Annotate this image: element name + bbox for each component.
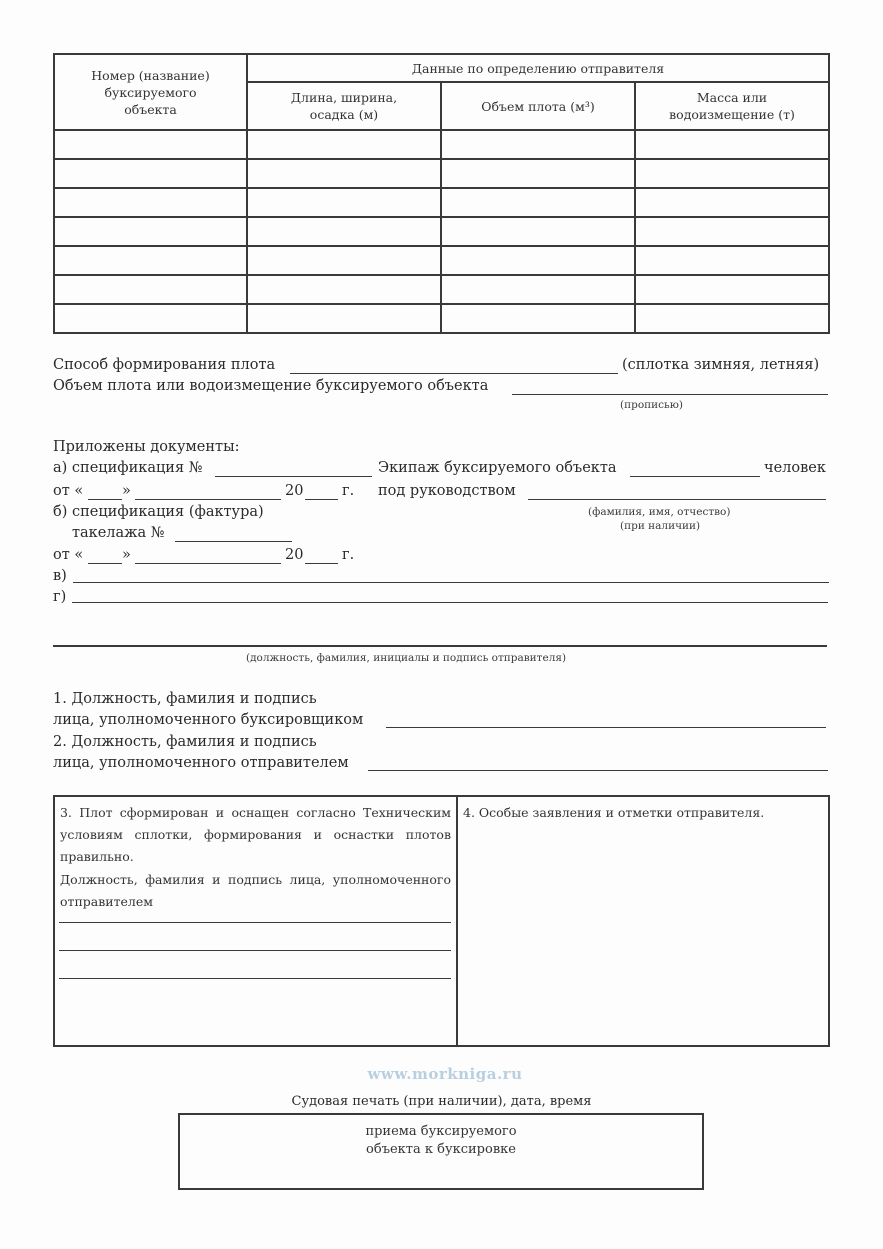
- signature1-field[interactable]: [386, 727, 826, 728]
- doc-a-year-field[interactable]: [305, 499, 338, 500]
- sender-signature-field[interactable]: [53, 645, 827, 647]
- table-cell[interactable]: [54, 130, 247, 159]
- doc-b-day-field[interactable]: [88, 563, 122, 564]
- table-row: [54, 246, 829, 275]
- signature2-line1: 2. Должность, фамилия и подпись: [53, 734, 317, 750]
- watermark: www.morkniga.ru: [367, 1065, 523, 1083]
- doc-g-label: г): [53, 589, 67, 605]
- raft-method-label: Способ формирования плота: [53, 357, 276, 373]
- raft-volume-field[interactable]: [512, 394, 828, 395]
- raft-method-hint: (сплотка зимняя, летняя): [622, 357, 820, 373]
- table-cell[interactable]: [441, 304, 635, 333]
- raft-sign-text: Должность, фамилия и подпись лица, уполномоченного отправителем: [60, 872, 451, 909]
- header-raft-volume: Объем плота (м³): [441, 82, 635, 130]
- table-cell[interactable]: [441, 275, 635, 304]
- doc-b-month-field[interactable]: [135, 563, 281, 564]
- crew-lead-field[interactable]: [528, 499, 826, 500]
- raft-method-field[interactable]: [290, 373, 618, 374]
- table-cell[interactable]: [441, 188, 635, 217]
- header-dimensions: Длина, ширина, осадка (м): [247, 82, 441, 130]
- table-cell[interactable]: [54, 217, 247, 246]
- doc-b-label2: такелажа №: [72, 525, 165, 541]
- doc-b-from-close: »: [122, 547, 131, 563]
- crew-count-field[interactable]: [630, 476, 760, 477]
- table-cell[interactable]: [247, 246, 441, 275]
- table-cell[interactable]: [54, 246, 247, 275]
- table-cell[interactable]: [635, 304, 829, 333]
- stamp-line1: приема буксируемого: [365, 1124, 517, 1139]
- doc-a-label: а) спецификация №: [53, 460, 203, 476]
- table-row: [54, 188, 829, 217]
- table-cell[interactable]: [635, 246, 829, 275]
- table-cell[interactable]: [54, 275, 247, 304]
- raft-sign-field-2[interactable]: [59, 950, 451, 951]
- doc-b-year-prefix: 20: [285, 547, 304, 563]
- table-cell[interactable]: [247, 217, 441, 246]
- signature1-line1: 1. Должность, фамилия и подпись: [53, 691, 317, 707]
- table-cell[interactable]: [54, 159, 247, 188]
- table-row: [54, 304, 829, 333]
- table-cell[interactable]: [635, 188, 829, 217]
- raft-sign-field-1[interactable]: [59, 922, 451, 923]
- crew-lead-label: под руководством: [378, 483, 516, 499]
- table-cell[interactable]: [247, 304, 441, 333]
- doc-a-day-field[interactable]: [88, 499, 122, 500]
- crew-lead-hint2: (при наличии): [620, 520, 701, 532]
- header-sender-data: Данные по определению отправителя: [247, 54, 829, 82]
- special-statements-box[interactable]: [456, 795, 830, 1047]
- sender-signature-hint: (должность, фамилия, инициалы и подпись отправителя): [246, 652, 567, 664]
- doc-a-from-close: »: [122, 483, 131, 499]
- table-cell[interactable]: [441, 159, 635, 188]
- signature2-line2: лица, уполномоченного отправителем: [53, 755, 349, 771]
- doc-b-number-field[interactable]: [175, 541, 292, 542]
- doc-v-label: в): [53, 568, 67, 584]
- table-cell[interactable]: [441, 217, 635, 246]
- table-cell[interactable]: [247, 275, 441, 304]
- doc-b-label: б) спецификация (фактура): [53, 504, 264, 520]
- doc-a-year-prefix: 20: [285, 483, 304, 499]
- doc-a-month-field[interactable]: [135, 499, 281, 500]
- towed-objects-table: [53, 53, 830, 334]
- table-row: [54, 130, 829, 159]
- signature2-field[interactable]: [368, 770, 828, 771]
- table-cell[interactable]: [635, 217, 829, 246]
- crew-label: Экипаж буксируемого объекта: [378, 460, 617, 476]
- table-cell[interactable]: [441, 246, 635, 275]
- table-row: [54, 217, 829, 246]
- doc-a-from-label: от «: [53, 483, 84, 499]
- raft-formation-box: [53, 795, 458, 1047]
- doc-g-field[interactable]: [72, 602, 828, 603]
- table-cell[interactable]: [54, 188, 247, 217]
- table-cell[interactable]: [247, 159, 441, 188]
- special-statements-text: 4. Особые заявления и отметки отправителя.: [463, 805, 765, 820]
- crew-lead-hint: (фамилия, имя, отчество): [588, 506, 731, 518]
- signature1-line2: лица, уполномоченного буксировщиком: [53, 712, 364, 728]
- stamp-line2: объекта к буксировке: [366, 1142, 516, 1157]
- raft-sign-field-3[interactable]: [59, 978, 451, 979]
- table-row: [54, 159, 829, 188]
- raft-formation-text: 3. Плот сформирован и оснащен согласно Техническим условиям сплотки, формирования и оснастки плотов правильно.: [60, 805, 451, 864]
- crew-unit: человек: [764, 460, 826, 476]
- table-cell[interactable]: [635, 275, 829, 304]
- stamp-title: Судовая печать (при наличии), дата, время: [291, 1094, 592, 1109]
- documents-title: Приложены документы:: [53, 439, 240, 455]
- table-cell[interactable]: [247, 188, 441, 217]
- header-mass: Масса или водоизмещение (т): [635, 82, 829, 130]
- table-cell[interactable]: [441, 130, 635, 159]
- raft-volume-hint: (прописью): [620, 399, 683, 411]
- doc-b-year-suffix: г.: [342, 547, 355, 563]
- table-row: [54, 275, 829, 304]
- header-object-number: Номер (название) буксируемого объекта: [54, 54, 247, 130]
- table-cell[interactable]: [635, 159, 829, 188]
- table-cell[interactable]: [247, 130, 441, 159]
- doc-a-year-suffix: г.: [342, 483, 355, 499]
- doc-b-year-field[interactable]: [305, 563, 338, 564]
- doc-a-number-field[interactable]: [215, 476, 372, 477]
- doc-v-field[interactable]: [73, 582, 829, 583]
- raft-volume-label: Объем плота или водоизмещение буксируемого объекта: [53, 378, 489, 394]
- stamp-box[interactable]: [178, 1113, 704, 1190]
- doc-b-from-label: от «: [53, 547, 84, 563]
- table-cell[interactable]: [54, 304, 247, 333]
- table-cell[interactable]: [635, 130, 829, 159]
